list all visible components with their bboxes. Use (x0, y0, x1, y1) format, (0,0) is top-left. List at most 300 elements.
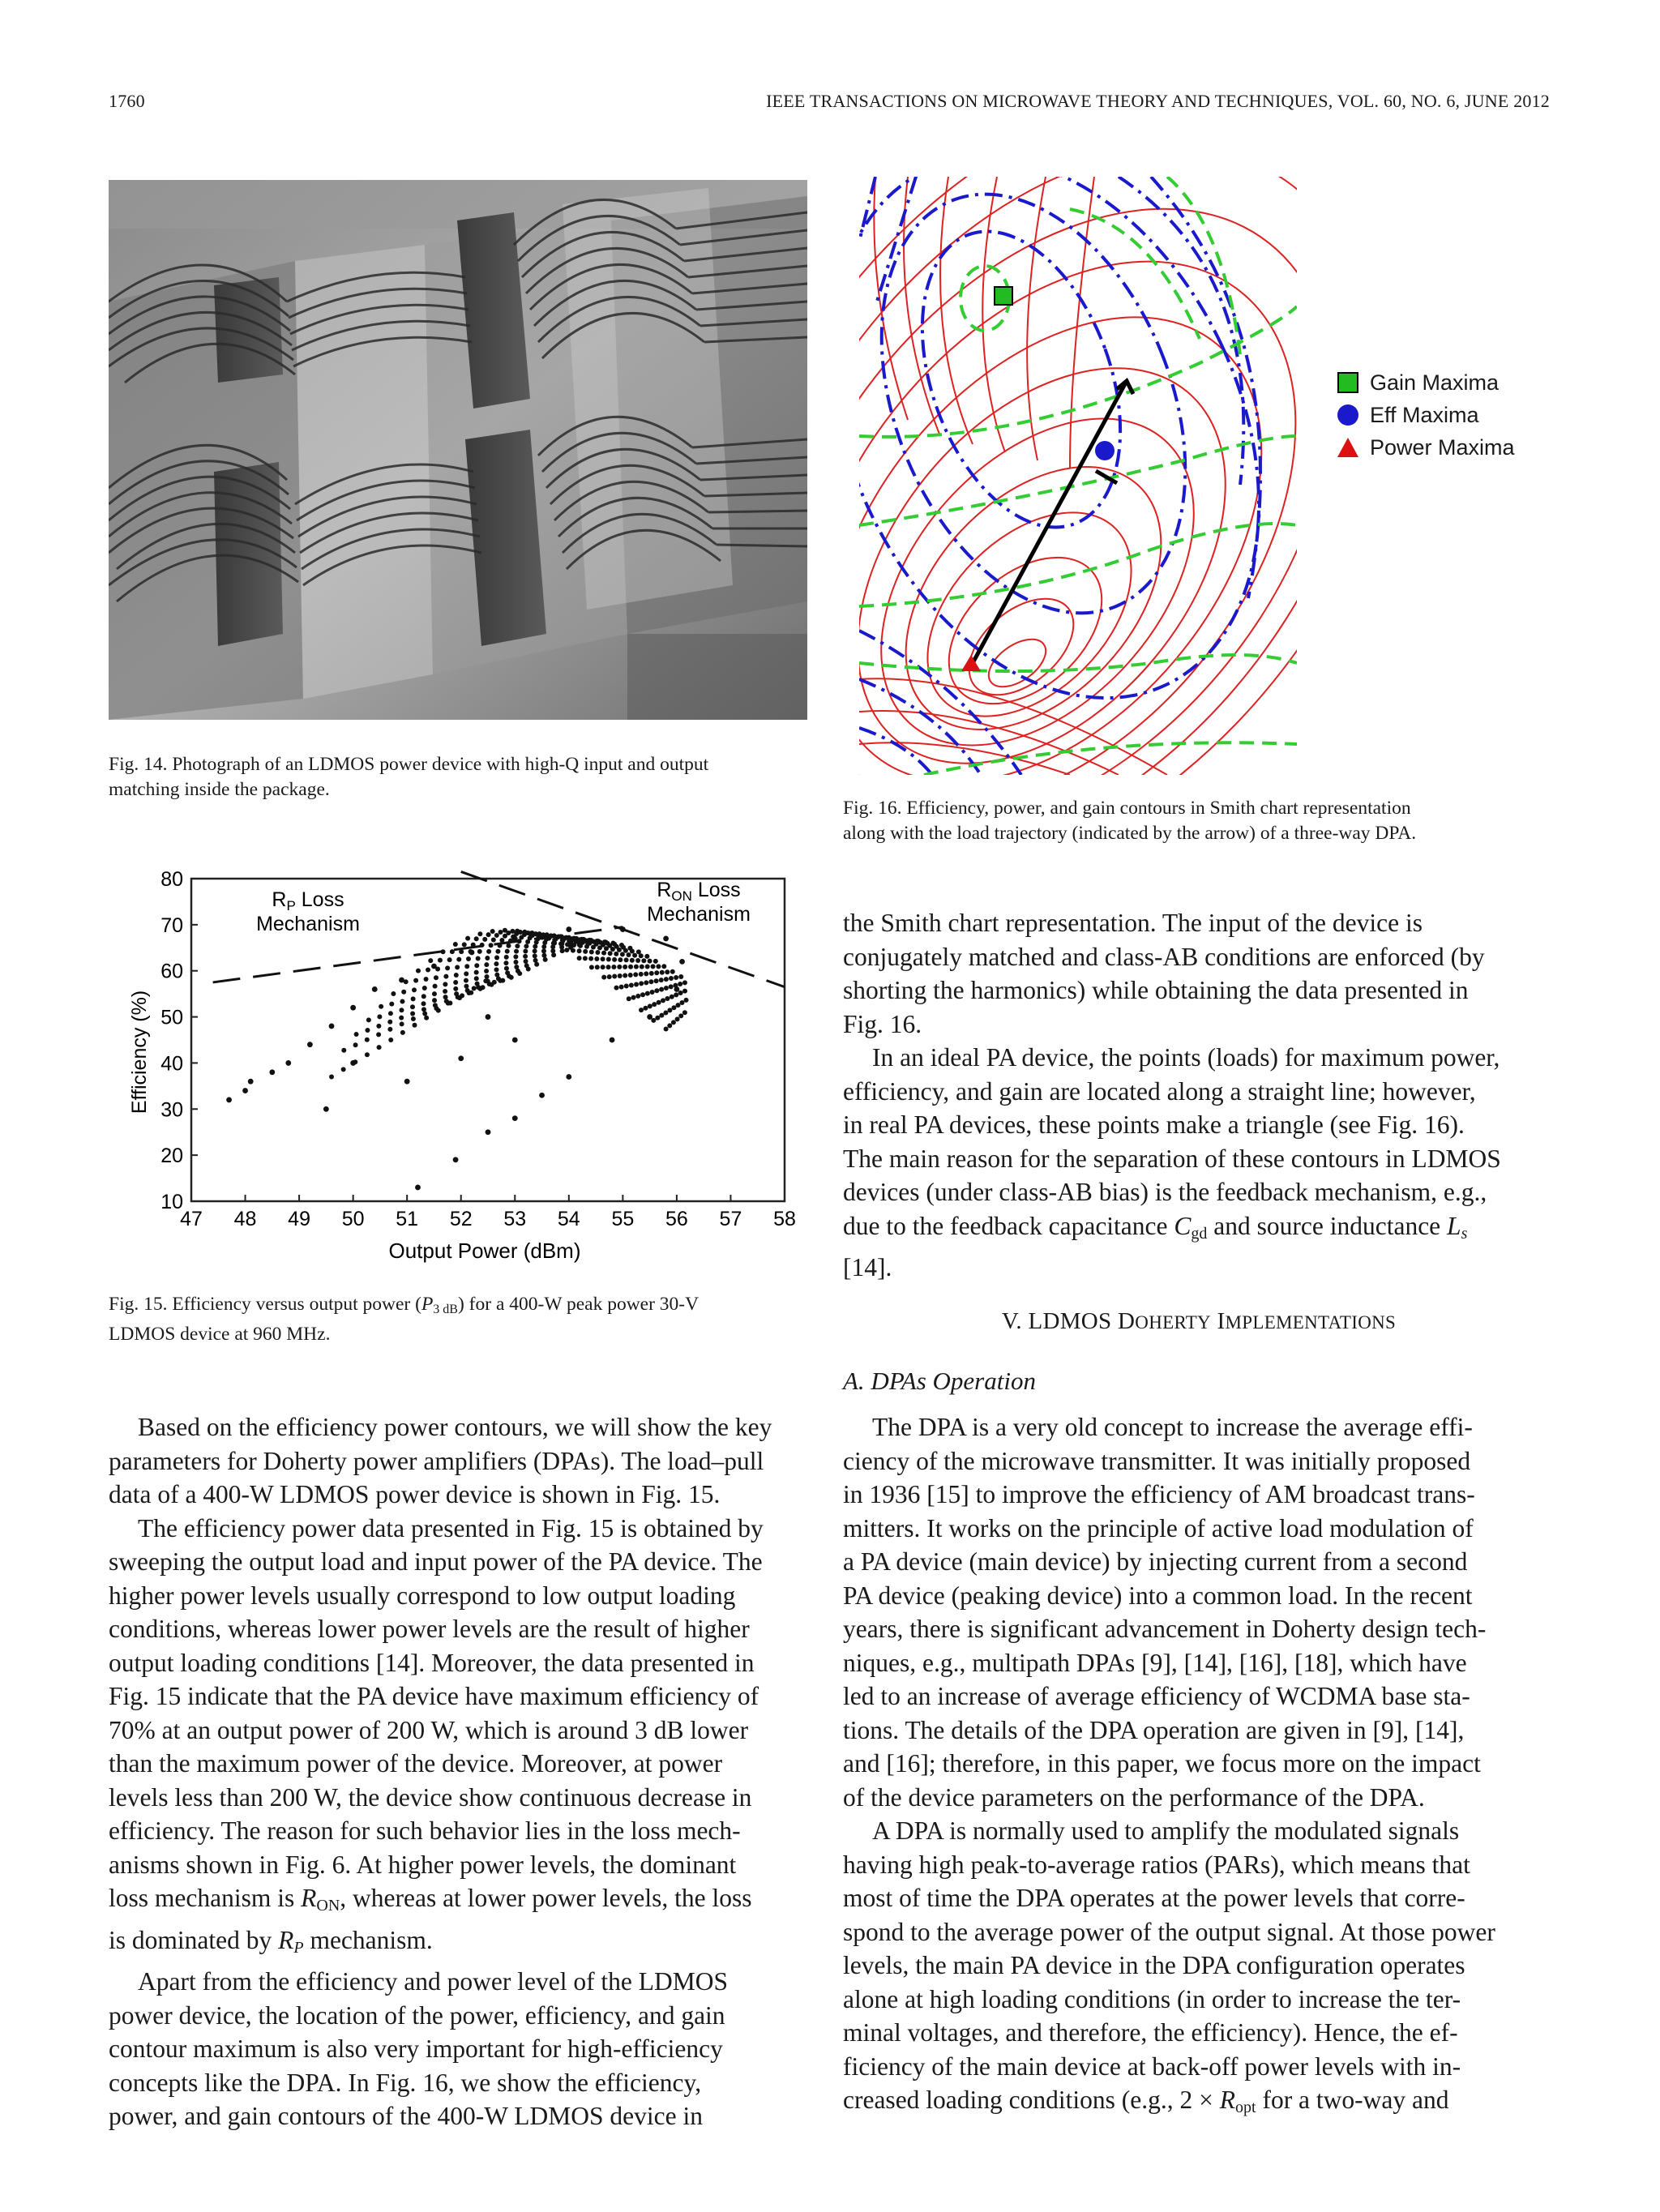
data-point (464, 964, 469, 969)
data-point (350, 1005, 356, 1011)
data-point (534, 939, 539, 944)
data-point (422, 986, 427, 990)
data-point (492, 980, 497, 985)
data-point (560, 948, 565, 953)
circle-marker-icon (1337, 404, 1358, 426)
data-point (617, 965, 622, 969)
data-point (634, 965, 639, 969)
data-point (682, 1010, 687, 1015)
data-point (655, 1016, 660, 1020)
data-point (618, 973, 622, 978)
legend-item-gain (1337, 366, 1515, 399)
data-point (450, 949, 455, 954)
data-point (486, 1014, 491, 1020)
data-point (541, 948, 546, 953)
fig15-caption (109, 1292, 807, 1347)
data-point (517, 939, 522, 943)
data-point (588, 956, 593, 961)
x-tick-label: 55 (611, 1208, 635, 1230)
data-point (389, 1002, 394, 1007)
y-tick-label: 30 (160, 1098, 183, 1122)
data-point (285, 1060, 291, 1066)
paragraph: the Smith chart representation. The input of the device is conjugately matched and class-AB conditions are enforced (by shorting the harmonics) while obtaining the data presented in Fig. 16. (843, 909, 1485, 1038)
data-point (354, 1032, 359, 1037)
data-point (432, 991, 437, 996)
data-point (411, 1016, 416, 1021)
data-point (455, 965, 460, 969)
data-point (577, 942, 582, 947)
paragraph: The DPA is a very old concept to increase the average effi- ciency of the microwave transmitter. It was initially proposed in 1936 [15] to improve the efficiency of AM broadcast trans- mitters. It works on the principle of active load modulation of a PA device (main device) by injecting current from a second PA device (peaking device) into a common load. In the recent years, there is significant advancement in Doherty design tech- niques, e.g., multipath DPAs [9], [14], [16], [18], which have led to an increase of average efficiency of WCDMA base sta- tions. The details of the DPA operation are given in [9], [14], and [16]; therefore, in this paper, we focus more on the impact of the device parameters on the performance of the DPA. (843, 1413, 1487, 1812)
data-point (377, 1045, 382, 1050)
y-tick-label: 10 (160, 1191, 183, 1213)
data-point (323, 1106, 329, 1112)
data-point (511, 935, 516, 939)
data-point (503, 961, 508, 965)
legend-label-gain: Gain Maxima (1370, 370, 1500, 395)
data-point (594, 956, 599, 961)
data-point (645, 991, 650, 996)
data-point (622, 965, 627, 969)
x-tick-label: 48 (233, 1208, 257, 1230)
data-point (627, 952, 631, 957)
data-point (509, 975, 514, 980)
x-tick-label: 56 (665, 1208, 688, 1230)
data-point (477, 949, 482, 954)
data-point (595, 950, 600, 955)
data-point (453, 1157, 459, 1162)
x-tick-label: 50 (341, 1208, 365, 1230)
data-point (635, 958, 640, 963)
data-point (627, 946, 632, 951)
data-point (671, 1005, 676, 1010)
data-point (453, 986, 458, 991)
data-point (635, 994, 640, 999)
data-point (366, 1017, 371, 1022)
data-point (674, 975, 678, 980)
data-point (464, 984, 468, 989)
data-point (433, 984, 438, 989)
data-point (639, 972, 644, 977)
data-point (612, 957, 617, 962)
data-point (269, 1069, 275, 1075)
data-point (669, 984, 674, 989)
page-number: 1760 (109, 91, 145, 111)
data-point (589, 949, 594, 954)
data-point (486, 932, 491, 937)
y-tick-label: 60 (160, 960, 183, 983)
data-point (453, 980, 458, 985)
data-point (624, 957, 629, 962)
x-tick-label: 58 (773, 1208, 796, 1230)
data-point (498, 930, 503, 935)
data-point (412, 1023, 417, 1028)
data-point (654, 970, 659, 975)
fig14-caption-line-2: matching inside the package. (109, 779, 330, 800)
data-point (630, 958, 635, 963)
data-point (644, 980, 648, 985)
data-point (447, 1001, 452, 1006)
x-tick-label: 49 (288, 1208, 310, 1230)
data-point (654, 978, 659, 983)
data-point (647, 1014, 652, 1020)
data-point (365, 1052, 370, 1057)
data-point (508, 939, 513, 943)
data-point (674, 992, 678, 997)
data-point (644, 954, 649, 959)
left-column-text (109, 1410, 807, 2133)
data-point (583, 949, 588, 954)
y-tick-label: 50 (160, 1006, 183, 1029)
data-point (648, 979, 653, 984)
data-point (669, 976, 674, 981)
data-point (329, 1024, 335, 1029)
data-point (650, 990, 655, 995)
data-point (391, 991, 396, 996)
running-header: IEEE TRANSACTIONS ON MICROWAVE THEORY AND TECHNIQUES, VOL. 60, NO. 6, JUNE 2012 (766, 91, 1550, 111)
data-point (517, 971, 522, 976)
data-point (614, 952, 618, 956)
data-point (415, 1185, 421, 1191)
data-point (651, 1018, 656, 1023)
data-point (506, 943, 511, 948)
data-point (513, 954, 518, 959)
data-point (631, 995, 636, 1000)
data-point (372, 986, 378, 992)
data-point (675, 1003, 680, 1008)
data-point (661, 964, 666, 969)
data-point (476, 956, 481, 961)
data-point (533, 944, 537, 949)
legend-label-eff: Eff Maxima (1370, 402, 1479, 427)
paragraph: The efficiency power data presented in Fig. 15 is obtained by sweeping the output load and input power of the PA device. The higher power levels usually correspond to low output loading conditions, whereas lower power levels are the result of higher output loading conditions [14]. Moreover, the data presented in Fig. 15 indicate that the PA device have maximum efficiency of 70% at an output power of 200 W, which is around 3 dB lower than the maximum power of the device. Moreover, at power levels less than 200 W, the device show continuous decrease in efficiency. The reason for such behavior lies in the loss mech- anisms shown in Fig. 6. At higher power levels, the dominant loss mechanism is RON, whereas at lower power levels, the loss is dominated by RP mechanism. (109, 1513, 764, 1957)
data-point (485, 956, 490, 961)
data-point (410, 1004, 415, 1009)
fig15-xlabel: Output Power (dBm) (388, 1239, 581, 1263)
data-point (568, 945, 573, 950)
data-point (541, 944, 546, 949)
data-point (606, 965, 611, 969)
data-point (458, 1055, 464, 1061)
data-point (601, 965, 605, 969)
data-point (636, 949, 641, 954)
data-point (436, 1008, 441, 1013)
data-point (523, 954, 528, 959)
x-tick-label: 57 (719, 1208, 742, 1230)
square-marker-icon (1337, 372, 1358, 393)
data-point (435, 966, 440, 971)
data-point (660, 970, 665, 975)
data-point (653, 959, 658, 964)
data-point (628, 973, 633, 978)
data-point (665, 996, 670, 1001)
data-point (525, 939, 530, 944)
data-point (663, 1010, 668, 1015)
data-point (491, 937, 496, 942)
data-point (601, 975, 606, 980)
data-point (424, 1016, 429, 1020)
data-point (400, 999, 404, 1004)
data-point (608, 951, 613, 956)
paragraph: A DPA is normally used to amplify the modulated signals having high peak-to-average ratios (PARs), which means that most of time the DPA operates at the power levels that corre- spond to the average power of the output signal. At those power levels, the main PA device in the DPA configuration operates alone at high loading conditions (in order to increase the ter- minal voltages, and therefore, the efficiency). Hence, the ef- ficiency of the main device at back-off power levels with in- creased loading conditions (e.g., 2 × Ropt for a two-way and (843, 1816, 1495, 2116)
data-point (426, 968, 430, 973)
data-point (489, 943, 494, 948)
data-point (577, 948, 582, 953)
data-point (610, 1038, 615, 1043)
data-point (641, 958, 646, 963)
data-point (618, 957, 622, 962)
data-point (503, 934, 507, 939)
y-tick-label: 40 (160, 1052, 183, 1076)
x-tick-label: 54 (557, 1208, 580, 1230)
x-tick-label: 47 (180, 1208, 203, 1230)
data-point (664, 977, 669, 982)
data-point (619, 943, 624, 948)
data-point (541, 953, 546, 958)
fig14-photo (109, 180, 807, 720)
data-point (670, 995, 674, 999)
section-heading: V. LDMOS DOHERTY IMPLEMENTATIONS (1001, 1308, 1397, 1334)
data-point (678, 1013, 683, 1018)
data-point (421, 1001, 426, 1006)
data-point (376, 1032, 381, 1037)
data-point (421, 1007, 426, 1012)
eff-maxima-marker (1095, 441, 1115, 460)
data-point (619, 985, 624, 990)
data-point (620, 926, 626, 932)
data-point (460, 993, 464, 998)
triangle-marker-icon (1337, 438, 1358, 457)
data-point (486, 949, 491, 954)
data-point (424, 977, 429, 982)
fig16-caption-line-2: along with the load trajectory (indicated by the arrow) of a three-way DPA. (843, 823, 1417, 844)
fig15-chart (109, 849, 807, 1271)
data-point (226, 1097, 232, 1103)
data-point (639, 981, 644, 986)
data-point (633, 972, 638, 977)
data-point (485, 974, 490, 979)
data-point (543, 957, 548, 962)
data-point (494, 961, 498, 966)
data-point (441, 949, 446, 954)
data-point (387, 1027, 392, 1032)
data-point (551, 952, 556, 957)
data-point (464, 978, 468, 983)
data-point (443, 982, 447, 986)
data-point (667, 1008, 672, 1012)
data-point (594, 939, 599, 944)
data-point (533, 953, 537, 958)
y-tick-label: 80 (160, 868, 183, 891)
data-point (468, 949, 473, 954)
data-point (421, 994, 426, 999)
y-tick-label: 70 (160, 913, 183, 937)
data-point (632, 953, 637, 958)
data-point (399, 1016, 404, 1020)
data-point (474, 976, 479, 981)
data-point (585, 940, 590, 945)
data-point (678, 990, 683, 995)
data-point (412, 987, 417, 992)
data-point (678, 982, 682, 986)
data-point (673, 983, 678, 988)
data-point (663, 936, 669, 942)
data-point (620, 952, 625, 956)
data-point (307, 1042, 313, 1047)
data-point (465, 936, 470, 941)
fig16-smith-chart (859, 177, 1297, 775)
data-point (411, 996, 416, 1001)
data-point (474, 970, 479, 975)
data-point (443, 974, 448, 979)
data-point (589, 965, 594, 969)
data-point (682, 980, 687, 985)
data-point (648, 1003, 652, 1008)
data-point (640, 965, 644, 969)
data-point (680, 1000, 685, 1005)
data-point (401, 990, 406, 995)
gain-maxima-marker (995, 287, 1012, 305)
data-point (652, 1002, 657, 1007)
data-point (659, 1013, 664, 1018)
data-point (484, 962, 489, 967)
data-point (494, 955, 499, 960)
data-point (622, 973, 627, 978)
data-point (499, 938, 504, 943)
data-point (566, 926, 571, 932)
fig15-caption-line-1: Fig. 15. Efficiency versus output power (P3 dB) for a 400-W peak power 30-V (109, 1294, 700, 1316)
data-point (443, 995, 448, 999)
data-point (434, 975, 439, 980)
data-point (484, 969, 489, 973)
data-point (482, 937, 487, 942)
paragraph: Apart from the efficiency and power level of the LDMOS power device, the location of the power, efficiency, and gain contour maximum is also very important for high-efficiency concepts like the DPA. In Fig. 16, we show the efficiency, power, and gain contours of the 400-W LDMOS device in (109, 1967, 729, 2130)
data-point (504, 955, 509, 960)
data-point (601, 951, 606, 956)
data-point (495, 949, 500, 954)
data-point (670, 969, 675, 974)
fig14-caption-line-1: Fig. 14. Photograph of an LDMOS power device with high-Q input and output (109, 754, 709, 775)
data-point (399, 1008, 404, 1012)
data-point (477, 931, 482, 936)
data-point (612, 974, 617, 979)
data-point (466, 956, 471, 961)
data-point (376, 1024, 381, 1029)
data-point (514, 949, 519, 954)
data-point (640, 992, 645, 997)
x-tick-label: 53 (503, 1208, 527, 1230)
data-point (353, 1042, 358, 1047)
data-point (388, 1011, 393, 1016)
fig15-ylabel: Efficiency (%) (128, 990, 151, 1115)
data-point (550, 948, 555, 953)
data-point (602, 939, 607, 944)
data-point (379, 1004, 383, 1009)
legend-item-eff (1337, 399, 1515, 431)
data-point (353, 1059, 357, 1064)
data-point (365, 1038, 370, 1042)
data-point (649, 971, 654, 976)
data-point (643, 1006, 648, 1011)
data-point (248, 1079, 254, 1085)
data-point (606, 957, 611, 962)
fig15-annotation-rp-1: $R_P$ Loss (272, 888, 344, 913)
efficiency-contours (859, 177, 1297, 775)
data-point (566, 1074, 571, 1080)
data-point (454, 973, 459, 978)
legend-item-power (1337, 431, 1515, 464)
data-point (472, 986, 477, 990)
data-point (601, 956, 605, 961)
data-point (523, 949, 528, 954)
data-point (453, 942, 458, 947)
data-point (365, 1028, 370, 1033)
data-point (634, 982, 639, 986)
data-point (512, 1115, 518, 1121)
data-point (526, 967, 531, 972)
data-point (377, 1014, 382, 1019)
data-point (422, 1012, 427, 1016)
data-point (462, 942, 467, 947)
right-column-text-2 (843, 1410, 1555, 2125)
data-point (595, 965, 600, 969)
data-point (464, 971, 468, 976)
data-point (416, 969, 421, 973)
data-point (665, 969, 670, 974)
data-point (648, 959, 652, 964)
paragraph: Based on the efficiency power contours, we will show the key parameters for Doherty power amplifiers (DPAs). The load–pull data of a 400-W LDMOS power device is shown in Fig. 15. (109, 1413, 772, 1508)
data-point (639, 1008, 644, 1012)
data-point (671, 1020, 676, 1025)
data-point (432, 998, 437, 1003)
data-point (404, 979, 409, 984)
fig15-annotation-rp-2: Mechanism (256, 913, 360, 935)
data-point (611, 965, 616, 969)
data-point (678, 974, 683, 979)
legend-label-power: Power Maxima (1370, 434, 1515, 460)
data-point (651, 964, 656, 969)
data-point (656, 964, 661, 969)
data-point (443, 989, 447, 994)
data-point (400, 1021, 404, 1026)
x-tick-label: 52 (449, 1208, 473, 1230)
data-point (474, 963, 479, 968)
data-point (498, 943, 503, 948)
data-point (515, 943, 520, 948)
data-point (664, 1026, 669, 1031)
data-point (514, 960, 519, 965)
data-point (459, 949, 464, 954)
data-point (659, 987, 664, 992)
data-point (645, 964, 650, 969)
data-point (512, 1038, 518, 1043)
data-point (684, 998, 689, 1003)
data-point (480, 943, 485, 948)
fig16-legend (1337, 366, 1515, 464)
data-point (483, 978, 488, 983)
data-point (388, 1038, 393, 1042)
data-point (404, 1079, 410, 1085)
paragraph: In an ideal PA device, the points (loads) for maximum power, efficiency, and gain are located along a straight line; however, in real PA devices, these points make a triangle (see Fig. 16). The main reason for the separation of these contours in LDMOS devices (under class-AB bias) is the feedback mechanism, e.g., due to the feedback capacitance Cgd and source inductance Ls [14]. (843, 1043, 1501, 1281)
data-point (387, 1020, 392, 1025)
data-point (628, 965, 633, 969)
data-point (505, 949, 510, 954)
data-point (486, 1129, 491, 1135)
data-point (539, 1093, 545, 1098)
data-point (524, 959, 528, 964)
fig15-annotation-ron-2: Mechanism (647, 903, 751, 926)
data-point (481, 985, 486, 990)
data-point (242, 1088, 248, 1093)
